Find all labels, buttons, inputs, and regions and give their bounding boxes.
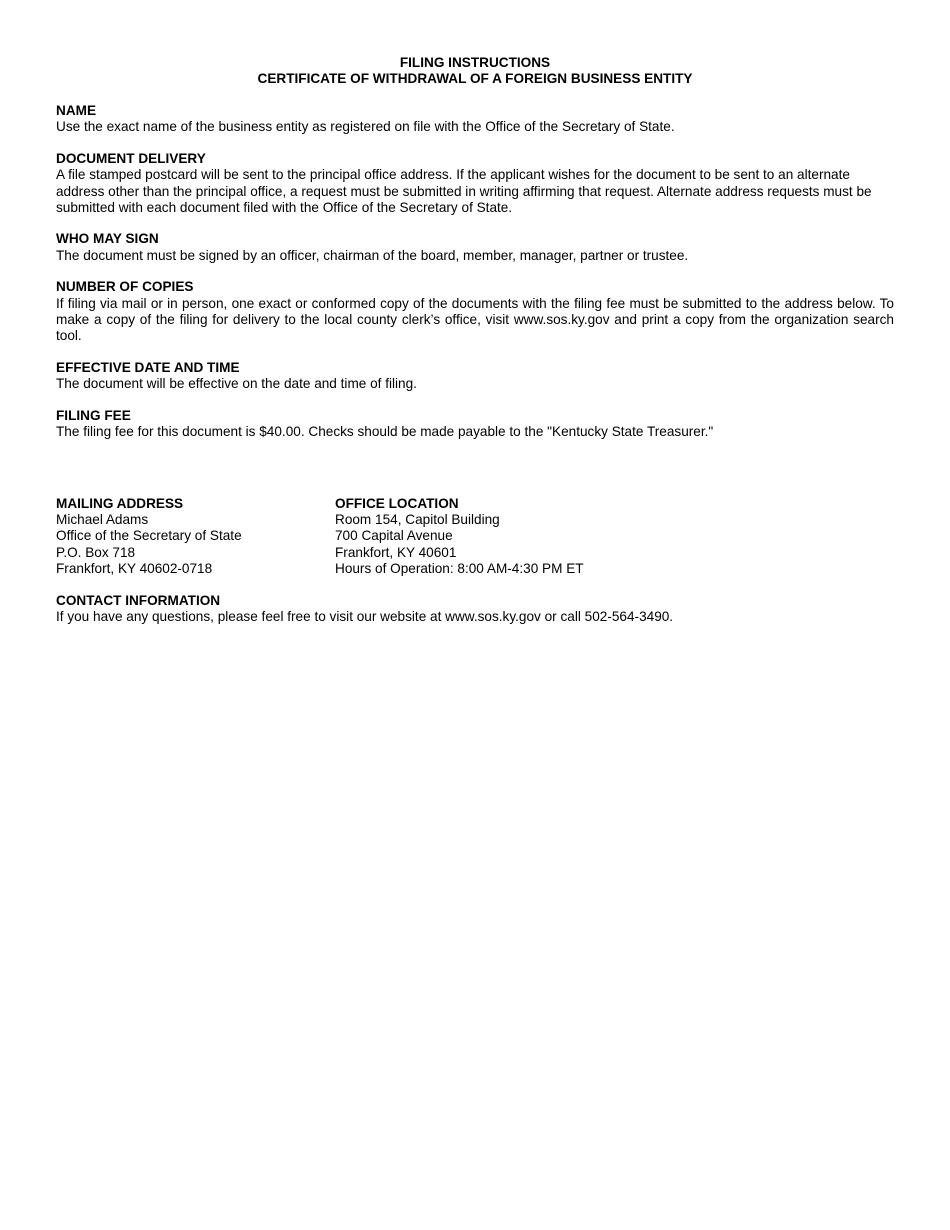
mailing-address-line: Office of the Secretary of State bbox=[56, 528, 242, 544]
mailing-address-line: Frankfort, KY 40602-0718 bbox=[56, 561, 213, 577]
office-location-line: Hours of Operation: 8:00 AM-4:30 PM ET bbox=[335, 561, 584, 577]
section-heading: DOCUMENT DELIVERY bbox=[56, 150, 206, 166]
office-location-line: Frankfort, KY 40601 bbox=[335, 544, 457, 560]
section-text: The filing fee for this document is $40.00. Checks should be made payable to the "Kentucky State Treasurer." bbox=[56, 424, 714, 440]
section-heading: NUMBER OF COPIES bbox=[56, 279, 194, 295]
document-title bbox=[0, 55, 950, 88]
section-heading: NAME bbox=[56, 103, 97, 118]
section-document-delivery bbox=[56, 151, 894, 217]
section-contact-information bbox=[56, 593, 894, 626]
mailing-address-heading: MAILING ADDRESS bbox=[56, 495, 184, 511]
mailing-address-line: Michael Adams bbox=[56, 511, 149, 527]
section-name bbox=[56, 103, 894, 136]
section-effective-date bbox=[56, 360, 894, 393]
office-location-line: Room 154, Capitol Building bbox=[335, 511, 500, 527]
section-text: Use the exact name of the business entity as registered on file with the Office of the Secretary of State. bbox=[56, 119, 675, 135]
section-text: The document will be effective on the date and time of filing. bbox=[56, 376, 417, 392]
section-heading: EFFECTIVE DATE AND TIME bbox=[56, 359, 240, 375]
office-location-heading: OFFICE LOCATION bbox=[335, 495, 459, 511]
address-row bbox=[56, 496, 894, 578]
office-location bbox=[335, 496, 735, 578]
title-line-2: CERTIFICATE OF WITHDRAWAL OF A FOREIGN BUSINESS ENTITY bbox=[257, 71, 693, 87]
spacer bbox=[56, 456, 894, 496]
section-text: If filing via mail or in person, one exact or conformed copy of the documents with the filing fee must be submitted to the address below. To make a copy of the filing for delivery to the local county clerk’s office, visit www.sos.ky.gov and print a copy from the organization search tool. bbox=[56, 295, 894, 344]
document-body bbox=[56, 103, 894, 640]
section-heading: WHO MAY SIGN bbox=[56, 231, 159, 247]
section-who-may-sign bbox=[56, 231, 894, 264]
section-heading: FILING FEE bbox=[56, 407, 131, 423]
section-heading: CONTACT INFORMATION bbox=[56, 592, 221, 608]
section-text: The document must be signed by an officer, chairman of the board, member, manager, partner or trustee. bbox=[56, 247, 689, 263]
section-number-of-copies bbox=[56, 279, 894, 345]
section-text: If you have any questions, please feel free to visit our website at www.sos.ky.gov or call 502-564-3490. bbox=[56, 608, 674, 624]
title-line-1: FILING INSTRUCTIONS bbox=[399, 55, 551, 70]
office-location-line: 700 Capital Avenue bbox=[335, 528, 453, 544]
mailing-address-line: P.O. Box 718 bbox=[56, 544, 136, 560]
mailing-address bbox=[56, 496, 335, 578]
section-filing-fee bbox=[56, 408, 894, 441]
section-text: A file stamped postcard will be sent to the principal office address. If the applicant wishes for the document to be sent to an alternate address other than the principal office, a request must be submitted in writing affirming that request. Alternate address requests must be submitted with each document filed with the Office of the Secretary of State. bbox=[56, 167, 872, 216]
